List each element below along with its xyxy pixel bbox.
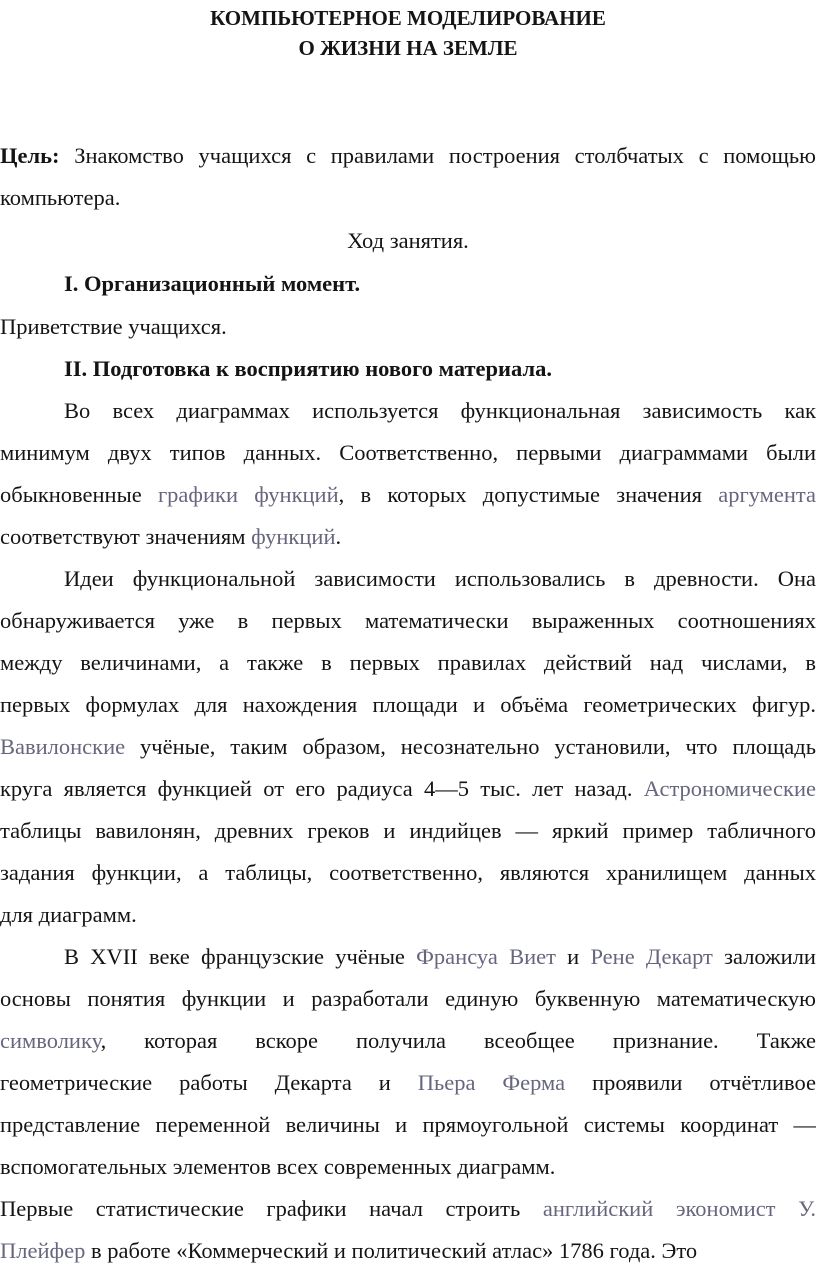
link-babylonian[interactable]: Вавилонские	[0, 734, 126, 759]
goal-line	[0, 141, 816, 171]
link-symbolism[interactable]: символику	[0, 1028, 101, 1053]
link-astronomical[interactable]: Астрономические	[643, 776, 816, 801]
paragraph-1-line-3	[0, 480, 816, 510]
paragraph-1-line-4	[0, 522, 816, 552]
doc-title-line1: КОМПЬЮТЕРНОЕ МОДЕЛИРОВАНИЕ	[210, 6, 606, 30]
link-functions[interactable]: функций	[251, 524, 336, 549]
link-rene-descartes[interactable]: Рене Декарт	[590, 944, 713, 969]
link-w-playfair-initial[interactable]: У.	[798, 1196, 816, 1221]
text-run: В XVII веке французские учёные	[64, 944, 417, 969]
text-run: проявили отчётливое	[565, 1070, 816, 1095]
paragraph-2-line-8: задания функции, а таблицы, соответственно, являются хранилищем данных	[0, 860, 816, 885]
paragraph-3-line-1	[64, 942, 816, 972]
text-run: геометрические работы Декарта и	[0, 1070, 418, 1095]
text-run: учёные, таким образом, несознательно установили, что площадь	[125, 734, 816, 759]
paragraph-1-line-1: Во всех диаграммах используется функциональная зависимость как	[64, 398, 816, 423]
text-run: круга является функцией от его радиуса 4—5 тыс. лет назад.	[0, 776, 644, 801]
paragraph-3-line-4	[0, 1068, 816, 1098]
text-run: Первые статистические графики начал строить	[0, 1196, 543, 1221]
section-heading-1: I. Организационный момент.	[64, 271, 361, 296]
text-run: соответствуют значениям	[0, 524, 252, 549]
paragraph-2-line-1: Идеи функциональной зависимости использовались в древности. Она	[64, 566, 816, 591]
text-run	[776, 1196, 799, 1221]
goal-text: Знакомство учащихся с правилами построения столбчатых с помощью	[59, 143, 816, 168]
text-run: , которая вскоре получила всеобщее признание. Также	[100, 1028, 816, 1053]
goal-label: Цель:	[0, 143, 60, 168]
paragraph-1-line-2: минимум двух типов данных. Соответственно, первыми диаграммами были	[0, 440, 816, 465]
paragraph-2-line-4: первых формулах для нахождения площади и объёма геометрических фигур.	[0, 692, 816, 717]
paragraph-3-line-5: представление переменной величины и прямоугольной системы координат —	[0, 1112, 816, 1137]
section-heading-2: II. Подготовка к восприятию нового материала.	[64, 356, 552, 381]
paragraph-3-line-2: основы понятия функции и разработали единую буквенную математическую	[0, 986, 816, 1011]
text-run: заложили	[712, 944, 816, 969]
paragraph-3-line-6: вспомогательных элементов всех современных диаграмм.	[0, 1154, 556, 1179]
text-run: обыкновенные	[0, 482, 158, 507]
doc-title-line2: О ЖИЗНИ НА ЗЕМЛЕ	[298, 36, 518, 60]
link-pierre-fermat[interactable]: Пьера Ферма	[417, 1070, 566, 1095]
greeting-line: Приветствие учащихся.	[0, 314, 227, 339]
link-playfair[interactable]: Плейфер	[0, 1238, 86, 1263]
paragraph-2-line-2: обнаруживается уже в первых математически выраженных соотношениях	[0, 608, 816, 633]
paragraph-4-line-1	[0, 1194, 816, 1224]
paragraph-2-line-7: таблицы вавилонян, древних греков и индийцев — яркий пример табличного	[0, 818, 816, 843]
paragraph-2-line-6	[0, 774, 816, 804]
link-function-graphs[interactable]: графики функций	[157, 482, 339, 507]
text-run: в работе «Коммерческий и политический атлас» 1786 года. Это	[85, 1238, 698, 1263]
link-argument[interactable]: аргумента	[718, 482, 816, 507]
text-run: .	[335, 524, 342, 549]
text-run: , в которых допустимые значения	[338, 482, 719, 507]
paragraph-3-line-3	[0, 1026, 816, 1056]
paragraph-2-line-5	[0, 732, 816, 762]
lesson-progress-heading: Ход занятия.	[347, 228, 469, 253]
link-english-economist[interactable]: английский экономист	[542, 1196, 776, 1221]
paragraph-4-line-2	[0, 1236, 816, 1266]
goal-continuation: компьютера.	[0, 185, 121, 210]
link-francois-viete[interactable]: Франсуа Виет	[416, 944, 556, 969]
paragraph-2-line-3: между величинами, а также в первых правилах действий над числами, в	[0, 650, 816, 675]
paragraph-2-line-9: для диаграмм.	[0, 902, 137, 927]
text-run: и	[555, 944, 591, 969]
